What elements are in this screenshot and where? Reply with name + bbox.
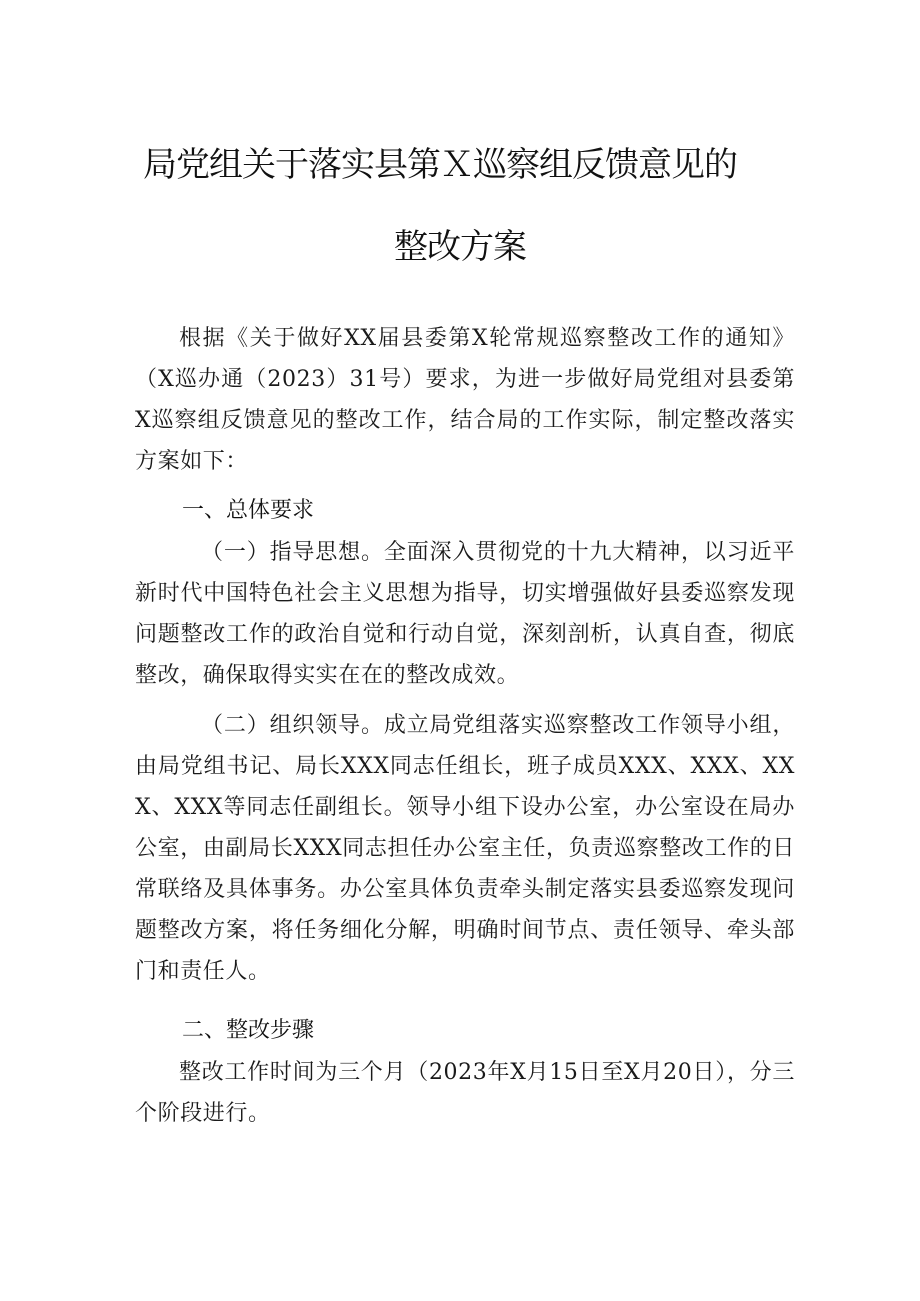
section2-heading: 二、整改步骤 <box>182 1018 315 1043</box>
section1-item2-paragraph: （二）组织领导。成立局党组落实巡察整改工作领导小组，由局党组书记、局长XXX同志任组长，班子成员XXX、XXX、XXX、XXX等同志任副组长。领导小组下设办公室，办公室设在局办公室，由副局长XXX同志担任办公室主任，负责巡察整改工作的日常联络及具体事务。办公室具体负责牵头制定落实县委巡察发现问题整改方案，将任务细化分解，明确时间节点、责任领导、牵头部门和责任人。 <box>135 713 795 984</box>
document-title-line2: 整改方案 <box>394 227 526 267</box>
section2-paragraph: 整改工作时间为三个月（2023年X月15日至X月20日），分三个阶段进行。 <box>135 1060 795 1126</box>
section1-heading: 一、总体要求 <box>182 498 315 523</box>
intro-paragraph: 根据《关于做好XX届县委第X轮常规巡察整改工作的通知》（X巡办通（2023）31号）要求，为进一步做好局党组对县委第X巡察组反馈意见的整改工作，结合局的工作实际，制定整改落实方案如下： <box>135 326 795 474</box>
document-title-line1: 局党组关于落实县第Ｘ巡察组反馈意见的 <box>143 145 737 185</box>
section1-item1-paragraph: （一）指导思想。全面深入贯彻党的十九大精神，以习近平新时代中国特色社会主义思想为指导，切实增强做好县委巡察发现问题整改工作的政治自觉和行动自觉，深刻剖析，认真自查，彻底整改，确保取得实实在在的整改成效。 <box>135 540 795 688</box>
